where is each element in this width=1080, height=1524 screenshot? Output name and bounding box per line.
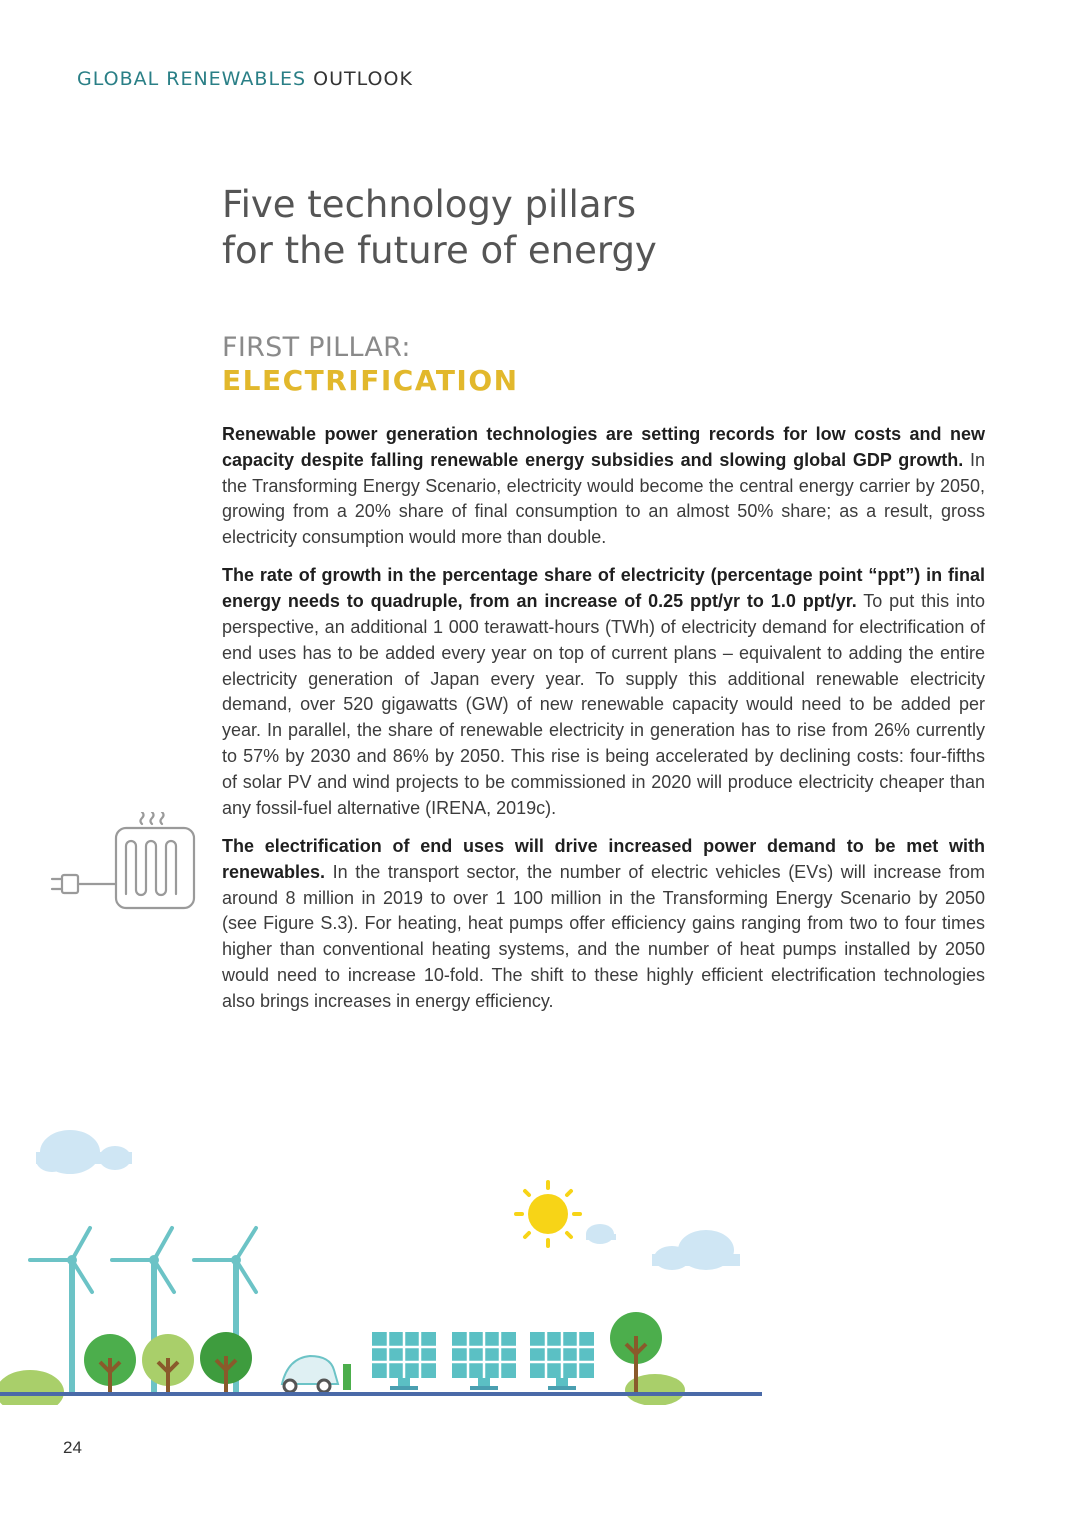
renewables-landscape-illustration	[0, 1120, 770, 1405]
electric-car-icon	[282, 1356, 351, 1392]
title-line-1: Five technology pillars	[222, 183, 636, 226]
tree-icon	[84, 1334, 136, 1392]
paragraph-1	[222, 422, 985, 551]
header-series: GLOBAL RENEWABLES	[77, 68, 307, 90]
tree-icon	[200, 1332, 252, 1392]
page-number: 24	[63, 1438, 82, 1457]
paragraph-1-text: In the Transforming Energy Scenario, electricity would become the central energy carrier by 2050, growing from a 20% share of final consumption to an almost 50% share; as a result, gross electricity consumption would more than double.	[222, 449, 985, 548]
section-heading: ELECTRIFICATION	[222, 364, 519, 397]
wind-turbine-icon	[30, 1228, 92, 1392]
section-kicker: FIRST PILLAR:	[222, 332, 411, 363]
paragraph-2-lead: The rate of growth in the percentage share of electricity (percentage point “ppt”) in final energy needs to quadruple, from an increase of 0.25 ppt/yr to 1.0 ppt/yr.	[222, 565, 985, 612]
sun-icon	[516, 1182, 580, 1246]
paragraph-3-lead: The electrification of end uses will drive increased power demand to be met with renewables.	[222, 835, 985, 882]
electric-heater-icon	[48, 812, 198, 912]
page-title	[222, 182, 922, 274]
tree-icon	[142, 1334, 194, 1392]
cloud-icon	[36, 1130, 132, 1174]
paragraph-1-lead: Renewable power generation technologies are setting records for low costs and new capacity despite falling renewable energy subsidies and slowing global GDP growth.	[222, 424, 985, 470]
running-header	[77, 68, 413, 90]
title-line-2: for the future of energy	[222, 229, 657, 272]
header-title: OUTLOOK	[313, 68, 413, 90]
body-text	[222, 422, 985, 1027]
ground-line	[0, 1392, 762, 1396]
cloud-icon	[652, 1230, 740, 1270]
paragraph-2-text: To put this into perspective, an additional 1 000 terawatt-hours (TWh) of electricity demand for electrification of end uses has to be added every year on top of current plans – equivalent to adding the entire electricity generation of Japan every year. To supply this additional renewable electricity demand, over 520 gigawatts (GW) of new renewable capacity would need to be added per year. In parallel, the share of renewable electricity in generation has to rise from 26% currently to 57% by 2030 and 86% by 2050. This rise is being accelerated by declining costs: four-fifths of solar PV and wind projects to be commissioned in 2020 will produce electricity cheaper than any fossil-fuel alternative (IRENA, 2019c).	[222, 591, 985, 818]
cloud-icon	[586, 1224, 616, 1244]
paragraph-2	[222, 563, 985, 821]
paragraph-3	[222, 834, 985, 1015]
paragraph-3-text: In the transport sector, the number of electric vehicles (EVs) will increase from around 8 million in 2019 to over 1 100 million in the Transforming Energy Scenario by 2050 (see Figure S.3). For heating, heat pumps offer efficiency gains ranging from two to four times higher than conventional heating systems, and the number of heat pumps installed by 2050 would need to increase 10-fold. The shift to these highly efficient electrification technologies also brings increases in energy efficiency.	[222, 861, 985, 1011]
